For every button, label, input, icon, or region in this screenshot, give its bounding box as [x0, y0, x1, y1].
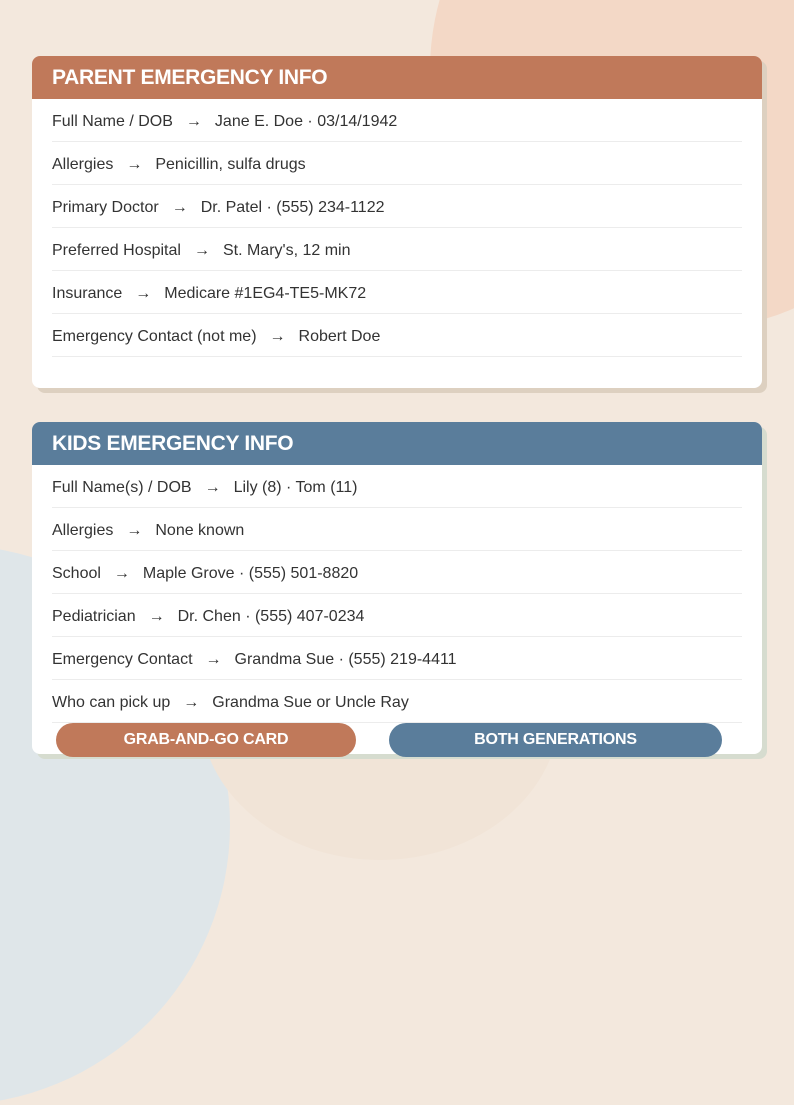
arrow-right-icon: → [204, 479, 221, 496]
info-row [52, 508, 742, 551]
info-row [52, 594, 742, 637]
kids-card-title: KIDS EMERGENCY INFO [32, 422, 762, 465]
row-value: Penicillin, sulfa drugs [155, 156, 306, 173]
row-label: Full Name(s) / DOB [52, 479, 192, 496]
kids-info-list [32, 465, 762, 723]
row-value: Grandma Sue or Uncle Ray [212, 694, 409, 711]
arrow-right-icon: → [185, 113, 202, 130]
arrow-right-icon: → [126, 156, 143, 173]
info-row [52, 637, 742, 680]
info-row [52, 228, 742, 271]
arrow-right-icon: → [183, 694, 200, 711]
info-row [52, 142, 742, 185]
row-value: Jane E. Doe · 03/14/1942 [214, 113, 398, 130]
row-label: Full Name / DOB [52, 113, 173, 130]
row-value: Medicare #1EG4-TE5-MK72 [164, 285, 367, 302]
row-value: Maple Grove · (555) 501-8820 [142, 565, 359, 582]
info-row [52, 185, 742, 228]
arrow-right-icon: → [113, 565, 130, 582]
row-value: Lily (8) · Tom (11) [233, 479, 358, 496]
row-label: Preferred Hospital [52, 242, 181, 259]
info-row [52, 314, 742, 357]
info-row [52, 465, 742, 508]
arrow-right-icon: → [269, 328, 286, 345]
row-label: Insurance [52, 285, 123, 302]
info-row [52, 680, 742, 723]
info-row [52, 551, 742, 594]
row-value: Dr. Patel · (555) 234-1122 [200, 199, 385, 216]
parent-emergency-card [32, 56, 762, 388]
row-label: Emergency Contact [52, 651, 193, 668]
row-label: Who can pick up [52, 694, 171, 711]
row-value: St. Mary's, 12 min [222, 242, 351, 259]
arrow-right-icon: → [205, 651, 222, 668]
row-value: None known [155, 522, 245, 539]
row-label: Allergies [52, 522, 114, 539]
info-row [52, 271, 742, 314]
row-label: Emergency Contact (not me) [52, 328, 257, 345]
arrow-right-icon: → [148, 608, 165, 625]
arrow-right-icon: → [135, 285, 152, 302]
both-generations-badge: BOTH GENERATIONS [389, 723, 722, 757]
parent-info-list [32, 99, 762, 357]
parent-card-title: PARENT EMERGENCY INFO [32, 56, 762, 99]
row-value: Grandma Sue · (555) 219-4411 [234, 651, 457, 668]
arrow-right-icon: → [193, 242, 210, 259]
row-label: Allergies [52, 156, 114, 173]
grab-and-go-badge: GRAB-AND-GO CARD [56, 723, 356, 757]
row-label: School [52, 565, 101, 582]
row-label: Pediatrician [52, 608, 136, 625]
row-value: Robert Doe [298, 328, 381, 345]
arrow-right-icon: → [171, 199, 188, 216]
info-row [52, 99, 742, 142]
row-label: Primary Doctor [52, 199, 159, 216]
kids-emergency-card [32, 422, 762, 754]
row-value: Dr. Chen · (555) 407-0234 [177, 608, 365, 625]
arrow-right-icon: → [126, 522, 143, 539]
